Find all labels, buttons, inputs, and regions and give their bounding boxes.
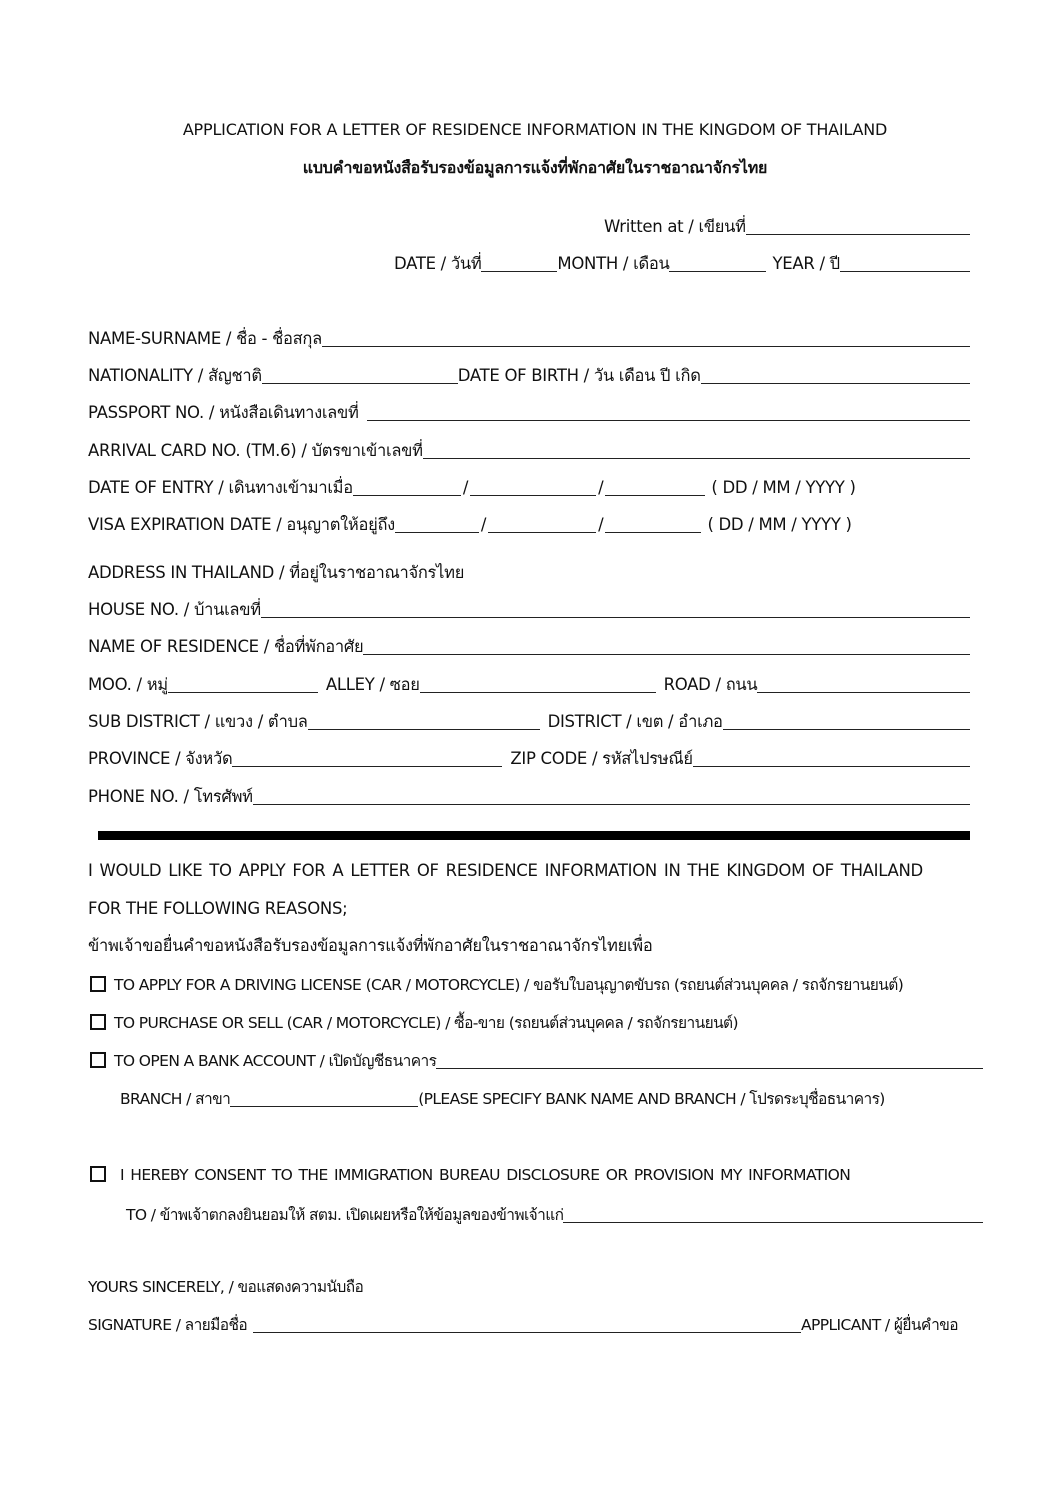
consent-line2: TO / ข้าพเจ้าตกลงยินยอมให้ สตม. เปิดเผยหรือให้ข้อมูลของข้าพเจ้าแก่ <box>126 1206 564 1224</box>
section-divider <box>98 831 970 840</box>
reason-purchase-sell-row <box>88 1008 998 1034</box>
moo-label: MOO. / หมู่ <box>88 675 168 694</box>
entry-year-field[interactable] <box>605 475 705 496</box>
date-slash: / <box>462 478 469 497</box>
written-at-field[interactable] <box>746 214 970 235</box>
bank-name-field[interactable] <box>436 1048 983 1069</box>
nationality-label: NATIONALITY / สัญชาติ <box>88 366 262 385</box>
written-at-label: Written at / เขียนที่ <box>604 217 746 236</box>
driving-license-label: TO APPLY FOR A DRIVING LICENSE (CAR / MOTORCYCLE) / ขอรับใบอนุญาตขับรถ (รถยนต์ส่วนบุคคล / รถจักรยานยนต์) <box>114 976 904 994</box>
date-of-entry-row <box>88 473 908 499</box>
sincerely-row <box>88 1272 970 1298</box>
nationality-field[interactable] <box>262 363 458 384</box>
visa-expiration-row <box>88 510 908 536</box>
form-title-english: APPLICATION FOR A LETTER OF RESIDENCE INFORMATION IN THE KINGDOM OF THAILAND <box>182 120 888 139</box>
year-field[interactable] <box>840 251 970 272</box>
reasons-intro-line2: FOR THE FOLLOWING REASONS; <box>88 899 348 918</box>
date-of-entry-label: DATE OF ENTRY / เดินทางเข้ามาเมื่อ <box>88 478 353 497</box>
signature-label: SIGNATURE / ลายมือชื่อ <box>88 1316 248 1334</box>
district-label: DISTRICT / เขต / อำเภอ <box>547 712 723 731</box>
bank-account-label: TO OPEN A BANK ACCOUNT / เปิดบัญชีธนาคาร <box>114 1052 437 1070</box>
zip-code-field[interactable] <box>693 746 970 767</box>
visa-year-field[interactable] <box>605 512 701 533</box>
visa-day-field[interactable] <box>395 512 479 533</box>
yours-sincerely: YOURS SINCERELY, / ขอแสดงความนับถือ <box>88 1278 364 1296</box>
arrival-card-label: ARRIVAL CARD NO. (TM.6) / บัตรขาเข้าเลขที่ <box>88 441 423 460</box>
date-of-birth-field[interactable] <box>701 363 970 384</box>
bank-account-checkbox[interactable] <box>90 1052 106 1068</box>
visa-expiration-label: VISA EXPIRATION DATE / อนุญาตให้อยู่ถึง <box>88 515 395 534</box>
date-format-hint: ( DD / MM / YYYY ) <box>707 515 852 534</box>
applicant-label: APPLICANT / ผู้ยื่นคำขอ <box>800 1316 958 1334</box>
road-field[interactable] <box>757 672 970 693</box>
sub-district-label: SUB DISTRICT / แขวง / ตำบล <box>88 712 308 731</box>
entry-day-field[interactable] <box>353 475 461 496</box>
date-row <box>394 249 970 275</box>
house-no-row <box>88 595 970 621</box>
phone-label: PHONE NO. / โทรศัพท์ <box>88 787 253 806</box>
zip-code-label: ZIP CODE / รหัสไปรษณีย์ <box>510 749 693 768</box>
signature-field[interactable] <box>253 1312 801 1333</box>
passport-field[interactable] <box>367 400 970 421</box>
date-format-hint: ( DD / MM / YYYY ) <box>711 478 856 497</box>
moo-field[interactable] <box>168 672 318 693</box>
date-of-birth-label: DATE OF BIRTH / วัน เดือน ปี เกิด <box>457 366 701 385</box>
house-no-field[interactable] <box>261 597 970 618</box>
date-slash: / <box>480 515 487 534</box>
moo-alley-road-row <box>88 670 970 696</box>
reason-bank-account-row <box>88 1046 983 1072</box>
phone-field[interactable] <box>253 784 970 805</box>
form-title-thai: แบบคำขอหนังสือรับรองข้อมูลการแจ้งที่พักอาศัยในราชอาณาจักรไทย <box>302 158 768 177</box>
alley-field[interactable] <box>420 672 656 693</box>
phone-row <box>88 782 970 808</box>
branch-field[interactable] <box>230 1086 418 1107</box>
passport-label: PASSPORT NO. / หนังสือเดินทางเลขที่ <box>88 403 359 422</box>
residence-name-label: NAME OF RESIDENCE / ชื่อที่พักอาศัย <box>88 637 364 656</box>
date-field[interactable] <box>481 251 557 272</box>
month-field[interactable] <box>669 251 766 272</box>
month-label: MONTH / เดือน <box>557 254 670 273</box>
date-label: DATE / วันที่ <box>394 254 482 273</box>
entry-month-field[interactable] <box>470 475 596 496</box>
reasons-intro-thai-row <box>88 931 970 957</box>
name-surname-field[interactable] <box>322 326 970 347</box>
visa-month-field[interactable] <box>488 512 596 533</box>
reasons-intro-thai: ข้าพเจ้าขอยื่นคำขอหนังสือรับรองข้อมูลการแจ้งที่พักอาศัยในราชอาณาจักรไทยเพื่อ <box>88 936 653 955</box>
province-field[interactable] <box>232 746 502 767</box>
name-row <box>88 324 970 350</box>
reasons-intro-row-2 <box>88 894 970 920</box>
passport-row <box>88 398 970 424</box>
consent-recipient-row <box>126 1200 983 1226</box>
date-slash: / <box>598 515 604 534</box>
sub-district-field[interactable] <box>308 709 540 730</box>
consent-checkbox[interactable] <box>90 1166 106 1182</box>
consent-recipient-field[interactable] <box>563 1202 983 1223</box>
year-label: YEAR / ปี <box>772 254 840 273</box>
province-label: PROVINCE / จังหวัด <box>88 749 233 768</box>
reason-driving-license-row <box>88 970 998 996</box>
address-heading: ADDRESS IN THAILAND / ที่อยู่ในราชอาณาจักรไทย <box>88 563 465 582</box>
district-row <box>88 707 970 733</box>
purchase-sell-checkbox[interactable] <box>90 1014 106 1030</box>
branch-label: BRANCH / สาขา <box>120 1090 231 1108</box>
nationality-row <box>88 361 970 387</box>
branch-row <box>120 1084 986 1110</box>
signature-row <box>88 1310 958 1336</box>
residence-name-row <box>88 632 970 658</box>
reasons-intro-line1: I WOULD LIKE TO APPLY FOR A LETTER OF RESIDENCE INFORMATION IN THE KINGDOM OF THAILAND <box>88 861 923 880</box>
reasons-intro-row <box>88 856 986 882</box>
road-label: ROAD / ถนน <box>663 675 758 694</box>
driving-license-checkbox[interactable] <box>90 976 106 992</box>
name-surname-label: NAME-SURNAME / ชื่อ - ชื่อสกุล <box>88 329 322 348</box>
district-field[interactable] <box>723 709 970 730</box>
branch-note: (PLEASE SPECIFY BANK NAME AND BRANCH / โปรดระบุชื่อธนาคาร) <box>418 1090 885 1108</box>
house-no-label: HOUSE NO. / บ้านเลขที่ <box>88 600 261 619</box>
consent-line1: I HEREBY CONSENT TO THE IMMIGRATION BUREAU DISCLOSURE OR PROVISION MY INFORMATION <box>120 1166 851 1184</box>
address-heading-row <box>88 558 970 584</box>
province-row <box>88 744 970 770</box>
date-slash: / <box>598 478 604 497</box>
arrival-card-field[interactable] <box>423 438 970 459</box>
alley-label: ALLEY / ซอย <box>325 675 420 694</box>
written-at-row <box>604 212 970 238</box>
arrival-card-row <box>88 436 970 462</box>
consent-row <box>88 1160 986 1186</box>
purchase-sell-label: TO PURCHASE OR SELL (CAR / MOTORCYCLE) / ซื้อ-ขาย (รถยนต์ส่วนบุคคล / รถจักรยานยนต์) <box>114 1014 738 1032</box>
residence-name-field[interactable] <box>363 634 970 655</box>
